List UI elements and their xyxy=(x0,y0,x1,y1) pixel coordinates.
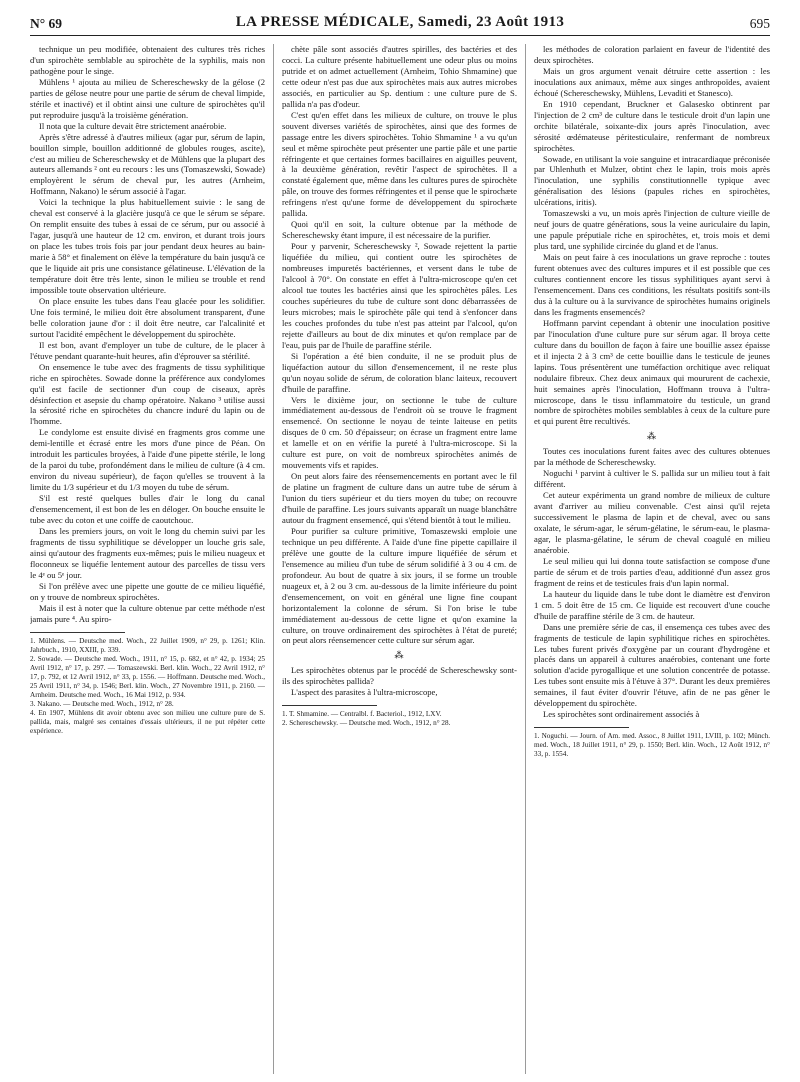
paragraph: Vers le dixième jour, on sectionne le tube de culture immédiatement au-dessous de l'endroit où se trouve le fragment ensemencé. On sectionne le noyau de teinte laiteuse en petits disques de 0 cm. 50 d'épaisseur; on écrase un fragment entre lame et lamelle et on en vérifie la pureté à l'ultra-microscope. Si la culture est pure, on voit de nombreux spirochètes animés de mouvements vifs et rapides. xyxy=(282,394,517,471)
paragraph: Dans une première série de cas, il ensemença ces tubes avec des fragments de testicule de lapin syphilitique riches en spirochètes. Les tubes furent privés d'oxygène par un courant d'hydrogène et placés dans un appareil à cultures anaérobies, contenant une forte solution d'acide pyrogallique et une solution concentrée de potasse. Les tubes sont ensuite mis à l'étuve à 37°. Durant les deux premières semaines, il faut éviter d'ouvrir l'étuve, afin de ne pas gêner le développement du spirochète. xyxy=(534,621,770,709)
paragraph: les méthodes de coloration parlaient en faveur de l'identité des deux spirochètes. xyxy=(534,44,770,65)
paragraph: Mais on peut faire à ces inoculations un grave reproche : toutes furent obtenues avec des cultures impures et il est possible que ces cultures contiennent encore les tissus syphilitiques ayant servi à l'ensemencement. Dans ces conditions, les résultats positifs sont-ils dus à la culture ou à la survivance de spirochètes humains originels dans les fragments ensemencés? xyxy=(534,252,770,317)
footnote-rule xyxy=(534,727,629,728)
paragraph: Voici la technique la plus habituellement suivie : le sang de cheval est conservé à la glacière jusqu'à ce que le sérum se sépare. On remplit ensuite des tubes à essai de ce sérum, pur ou associé à l'agar, jusqu'à une hauteur de 12 cm. environ, et durant trois jours on place les tubes trois fois par jour pendant deux heures au bain-marie à 58° et finalement on élève la température du bain jusqu'à ce que le liquide ait pris une consistance gélatineuse. L'élévation de la température doit être très lente, sinon le milieu se trouble et rend impossible toute observation ultérieure. xyxy=(30,197,265,295)
footnote-rule xyxy=(30,632,125,633)
paragraph: Le condylome est ensuite divisé en fragments gros comme une demi-lentille et écrasé entre les mors d'une pince de Péan. On introduit les particules broyées, à l'aide d'une pipette stérile, le long de la paroi du tube, profondément dans le milieu de culture (à 4 cm. environ du niveau supérieur), de façon qu'elles se trouvent à la limite du 1/3 supérieur et du 1/3 moyen du tube de sérum. xyxy=(30,427,265,493)
paragraph: Après s'être adressé à d'autres milieux (agar pur, sérum de lapin, bouillon simple, bouillon additionné de globules rouges, ascite), c'est au milieu de Schereschewsky et de Mühlens que la plupart des auteurs allemands ² ont eu recours : les uns (Tomaszewski, Sowade) employèrent le sérum de cheval pur, les autres (Arnheim, Hoffmann, Nakano) le sérum associé à l'agar. xyxy=(30,131,265,197)
paragraph: Cet auteur expérimenta un grand nombre de milieux de culture avant d'arriver au milieu convenable. C'est ainsi qu'il rejeta successivement le plasma de lapin et de cheval, avec ou sans oxalate, le sérum-agar, le sérum-gélatine, le sérum-eau, le plasma-agar, le plasma-gélatine, le sérum de cheval coagulé en milieu anaérobie. xyxy=(534,490,770,555)
column-middle-after-break xyxy=(282,665,517,698)
paragraph: Mais un gros argument venait détruire cette assertion : les inoculations aux animaux, même aux singes anthropoïdes, avaient échoué (Schereschewsky, Mühlens, Levaditi et Stanesco). xyxy=(534,65,770,98)
paragraph: C'est qu'en effet dans les milieux de culture, on trouve le plus souvent diverses variétés de spirochètes, ainsi que des formes de passage entre les divers spirochètes. Tohio Shmamine ¹ a vu qu'un seul et même spirochète peut présenter une partie pâle et une partie réfringente et que certaines formes bacillaires en aiguilles peuvent, à la deuxième génération, revêtir l'aspect de spirochètes. Il a constaté également que, même dans les cultures pures de spirochète pâle, on trouve des formes réfringentes et il pense que le spirochæte refringens n'est qu'une forme de développement du spirochæte pallida. xyxy=(282,109,517,219)
column-right-after-break xyxy=(534,446,770,720)
paragraph: Dans les premiers jours, on voit le long du chemin suivi par les fragments de tissu syphilitique se développer un louche gris sale, ainsi qu'autour des fragments eux-mêmes; puis le milieu nuageux et floconneux se liquéfie lentement autour des parcelles de tissu vers le 4ᵉ ou 5ᵉ jour. xyxy=(30,525,265,580)
column-left xyxy=(30,44,265,1074)
paragraph: Toutes ces inoculations furent faites avec des cultures obtenues par la méthode de Schereschewsky. xyxy=(534,446,770,468)
paragraph: On peut alors faire des réensemencements en portant avec le fil de platine un fragment de culture dans un autre tube de sérum à l'union du tiers supérieur et du tiers moyen du tube; on recouvre d'huile de paraffine. Les jours suivants apparaît un nuage blanchâtre autour du fragment ensemencé, qui s'étend bientôt à tout le milieu. xyxy=(282,471,517,525)
column-middle xyxy=(282,44,517,1074)
footnote: 1. Noguchi. — Journ. of Am. med. Assoc., 8 Juillet 1911, LVIII, p. 102; Münch. med. Woch., 18 Juillet 1911, n° 29, p. 1550; Berl. klin. Woch., 12 Août 1912, n° 33, p. 1554. xyxy=(534,732,770,759)
column-right-footnotes xyxy=(534,732,770,759)
section-break-stars: ⁂ xyxy=(394,650,405,661)
paragraph: En 1910 cependant, Bruckner et Galasesko obtinrent par l'injection de 2 cm³ de culture dans le testicule droit d'un lapin une orchite bilatérale, soixante-dix jours après l'inoculation, avec sérosité œdémateuse péritesticulaire, renfermant de nombreux spirochètes. xyxy=(534,98,770,153)
column-middle-body xyxy=(282,44,517,646)
paragraph: On ensemence le tube avec des fragments de tissu syphilitique riche en spirochètes. Sowade donne la préférence aux condylomes qu'il est facile de sectionner d'un coup de ciseaux, après désinfection et asepsie du champ opératoire. Nakano ³ utilise aussi la sérosité riche en spirochètes du chancre induré du lapin ou de l'homme. xyxy=(30,361,265,427)
paragraph: Si l'on prélève avec une pipette une goutte de ce milieu liquéfié, on y trouve de nombreux spirochètes. xyxy=(30,580,265,602)
footnote: 3. Nakano. — Deutsche med. Woch., 1912, n° 28. xyxy=(30,700,174,709)
paragraph: technique un peu modifiée, obtenaient des cultures très riches d'un spirochète semblable au spirochète de la syphilis, mais non pathogène pour le singe. xyxy=(30,44,265,76)
paragraph: Si l'opération a été bien conduite, il ne se produit plus de liquéfaction autour du sillon d'ensemencement, il ne reste plus qu'un noyau solide de sérum, de coloration blanc laiteux, recouvert d'huile de paraffine. xyxy=(282,350,517,394)
column-right xyxy=(534,44,770,1074)
footnote-rule xyxy=(282,705,377,706)
column-left-footnotes xyxy=(30,637,265,737)
footnote: 1. Mühlens. — Deutsche med. Woch., 22 Juillet 1909, n° 29, p. 1261; Klin. Jahrbuch., 1910, XXIII, p. 339. xyxy=(30,636,265,654)
paragraph: L'aspect des parasites à l'ultra-microscope, xyxy=(291,687,438,698)
paragraph: On place ensuite les tubes dans l'eau glacée pour les solidifier. Une fois terminé, le milieu doit être absolument transparent, d'une belle coloration jaune d'or : il doit être neutre, car l'alcalinité et surtout l'acidité empêchent le développement du spirochète. xyxy=(30,295,265,339)
paragraph: chète pâle sont associés d'autres spirilles, des bactéries et des cocci. La culture présente habituellement une odeur plus ou moins putride et on admet actuellement (Arnheim, Tohio Shmamine) que cette odeur n'est pas due aux spirochètes mais aux autres microbes associés, en particulier au Sp. dentium : une culture pure de S. pallida n'a pas d'odeur. xyxy=(282,44,517,109)
paragraph: Les spirochètes obtenus par le procédé de Schereschewsky sont-ils des spirochètes pallida? xyxy=(282,665,517,687)
issue-number: N° 69 xyxy=(30,16,63,31)
column-divider xyxy=(273,44,274,1074)
column-left-body xyxy=(30,44,265,625)
footnote: 2. Sowade. — Deutsche med. Woch., 1911, n° 15, p. 682, et n° 42, p. 1934; 25 Avril 1912, n° 17, p. 297. — Tomaszewski. Berl. klin. Woch., 22 Avril 1912, n° 17, p. 792, et 12 Avril 1912, n° 33, p. 1556. — Hoffmann. Deutsche med. Woch., 25 Avril 1911, n° 34, p. 1546; Berl. klin. Woch., 27 Novembre 1911, p. 2160. — Arnheim. Deutsche med. Woch., 16 Mai 1912, p. 934. xyxy=(30,654,265,700)
column-divider xyxy=(525,44,526,1074)
paragraph: Pour purifier sa culture primitive, Tomaszewski emploie une technique un peu différente. A l'aide d'une fine pipette capillaire il prélève une goutte de la culture impure liquéfiée de sérum et l'ensemence au milieu d'un tube de sérum solidifié à 3 ou 4 cm. de profondeur. Au bout de quatre à six jours, il se forme un trouble nuageux et, à 2 ou 3 cm. au-dessous de la limite inférieure du point d'ensemencement, on voit en général une ligne fine coupant horizontalement la colonne de sérum. Si l'on brise le tube immédiatement au-dessous de cette ligne et qu'on examine la culture, on trouve ordinairement des spirochètes à l'état de pureté; on peut alors réensemencer cette culture sur sérum agar. xyxy=(282,525,517,646)
paragraph: Il nota que la culture devait être strictement anaérobie. xyxy=(39,120,227,131)
paragraph: Les spirochètes sont ordinairement associés à xyxy=(543,709,700,720)
paragraph: Mais il est à noter que la culture obtenue par cette méthode n'est jamais pure ⁴. Au spiro- xyxy=(30,602,265,624)
footnote: 4. En 1907, Mühlens dit avoir obtenu avec son milieu une culture pure de S. pallida, mais, malgré ses centaines d'essais ultérieurs, il ne put répéter cette expérience. xyxy=(30,709,265,736)
running-header xyxy=(30,14,770,36)
paragraph: La hauteur du liquide dans le tube dont le diamètre est d'environ 1 cm. 5 doit être de 15 cm. Ce liquide est recouvert d'une couche d'huile de paraffine stérile de 3 cm. de hauteur. xyxy=(534,588,770,621)
column-middle-footnotes xyxy=(282,710,517,728)
footnote: 2. Schereschewsky. — Deutsche med. Woch., 1912, n° 28. xyxy=(282,719,451,728)
header-rule xyxy=(30,35,770,36)
section-break-stars: ⁂ xyxy=(647,431,657,442)
paragraph: Le seul milieu qui lui donna toute satisfaction se compose d'une partie de sérum et de trois parties d'eau, additionné d'un assez gros fragment de reins et de testicules frais d'un lapin normal. xyxy=(534,555,770,588)
column-right-body xyxy=(534,44,770,427)
journal-title: LA PRESSE MÉDICALE, Samedi, 23 Août 1913 xyxy=(235,14,565,30)
paragraph: Pour y parvenir, Schereschewsky ², Sowade rejettent la partie liquéfiée du milieu, qui contient outre les spirochètes de nombreuses impuretés bactériennes, et versent dans le tube de l'alcool à 70°. On constate en effet à l'ultra-microscope qu'en cet alcool tue toutes les bactéries ainsi que les spirochètes pâles. Les couches supérieures du tube de culture sont donc débarrassées de leurs microbes; mais le spirochète pâle qui tend à s'enfoncer dans les couches profondes du tube n'est pas atteint par l'alcool, qu'on rejette d'ailleurs au bout de dix minutes et qu'on remplace par de l'eau, puis par de l'huile de paraffine stérile. xyxy=(282,241,517,350)
footnote: 1. T. Shmamine. — Centralbl. f. Bacteriol., 1912, LXV. xyxy=(282,710,442,719)
paragraph: Noguchi ¹ parvint à cultiver le S. pallida sur un milieu tout à fait différent. xyxy=(534,468,770,490)
paragraph: Il est bon, avant d'employer un tube de culture, de le placer à l'étuve pendant quarante-huit heures, afin d'éprouver sa stérilité. xyxy=(30,339,265,361)
page-number: 695 xyxy=(749,16,770,31)
paragraph: S'il est resté quelques bulles d'air le long du canal d'ensemencement, il est bon de les en déloger. On bouche ensuite le tube avec du coton et une coiffe de caoutchouc. xyxy=(30,493,265,525)
paragraph: Mühlens ¹ ajouta au milieu de Schereschewsky de la gélose (2 parties de gélose neutre pour une partie de sérum de cheval limpide, stérile et inactivé) et il obtint ainsi une culture de spirochètes qu'il put reproduire jusqu'à la troisième génération. xyxy=(30,76,265,120)
paragraph: Quoi qu'il en soit, la culture obtenue par la méthode de Schereschewsky étant impure, il est nécessaire de la purifier. xyxy=(282,219,517,241)
paragraph: Hoffmann parvint cependant à obtenir une inoculation positive par l'inoculation d'une culture pure sur sérum agar. Il broya cette culture dans du bouillon de façon à faire une bouillie assez épaisse et il injecta 2 à 3 cm³ de cette bouillie dans le testicule de jeunes lapins. Tous présentèrent une tuméfaction orchitique avec reliquat nodulaire fibreux. Chez deux animaux qui moururent de cachexie, huit semaines après l'inoculation, Hoffmann trouva à l'ultra-microscope, dans le tissu inflammatoire du testicule, un grand nombre de spirochètes mobiles semblables à ceux de la culture pure et qui purent être recultivés. xyxy=(534,317,770,427)
paragraph: Sowade, en utilisant la voie sanguine et intracardiaque préconisée par Uhlenhuth et Mulzer, obtint chez le lapin, trois mois après l'inoculation, une syphilis constitutionnelle typique avec généralisation des lésions (papules riches en spirochètes, ulcérations, iritis). xyxy=(534,153,770,208)
paragraph: Tomaszewski a vu, un mois après l'injection de culture vieille de neuf jours de quatre générations, sous la veine auriculaire du lapin, une papule préputiale riche en spirochètes, et, trois mois et demi plus tard, une syphilide circinée du gland et de l'anus. xyxy=(534,208,770,252)
